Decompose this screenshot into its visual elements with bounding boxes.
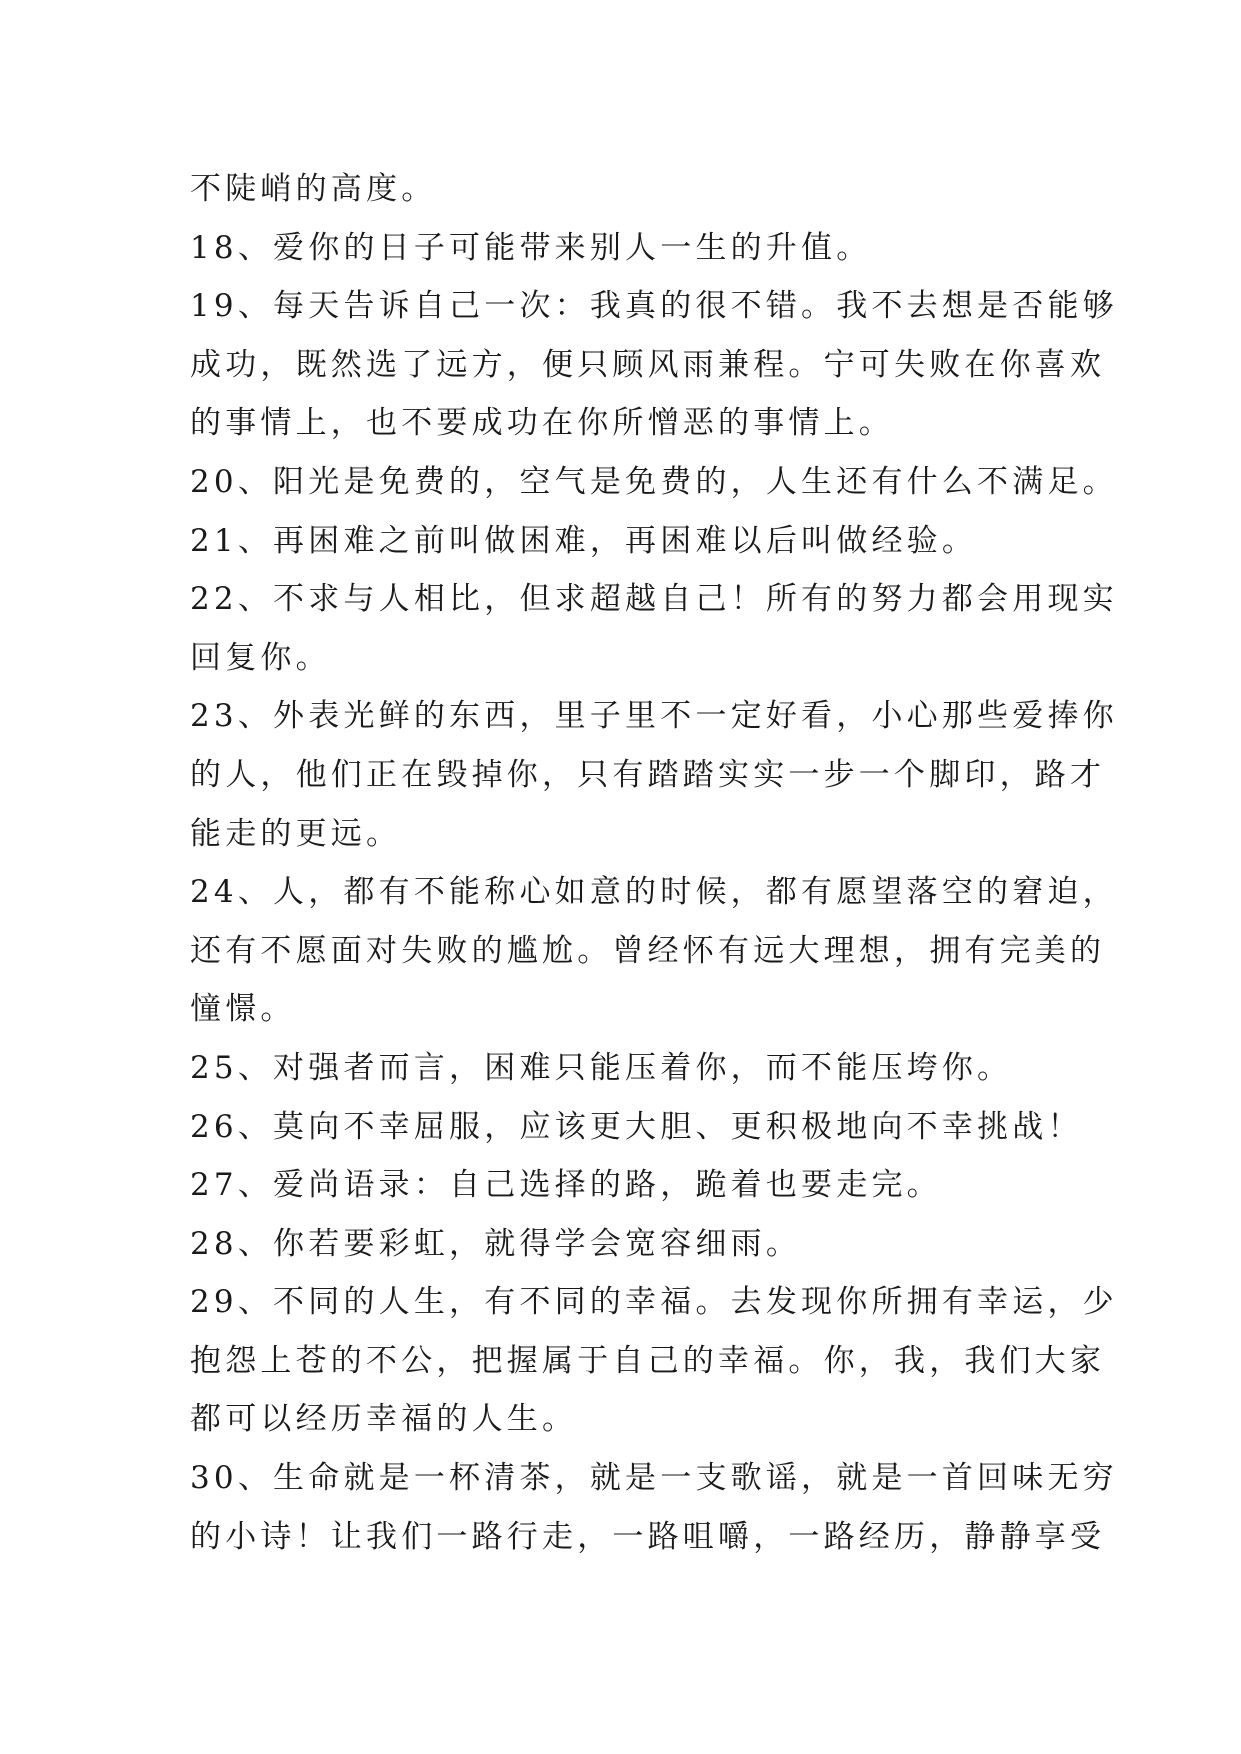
text-line: 的事情上，也不要成功在你所憎恶的事情上。 <box>190 405 894 442</box>
text-line: 28、你若要彩虹，就得学会宽容细雨。 <box>190 1225 802 1262</box>
text-line: 还有不愿面对失败的尴尬。曾经怀有远大理想，拥有完美的 <box>190 932 1106 969</box>
text-line: 23、外表光鲜的东西，里子里不一定好看，小心那些爱捧你 <box>190 698 1118 735</box>
text-line: 24、人，都有不能称心如意的时候，都有愿望落空的窘迫， <box>190 874 1118 911</box>
text-line: 能走的更远。 <box>190 815 402 852</box>
text-line: 成功，既然选了远方，便只顾风雨兼程。宁可失败在你喜欢 <box>190 346 1106 383</box>
text-line: 21、再困难之前叫做困难，再困难以后叫做经验。 <box>190 522 978 559</box>
text-line: 22、不求与人相比，但求超越自己！所有的努力都会用现实 <box>190 581 1118 618</box>
text-line: 憧憬。 <box>190 991 296 1028</box>
document-body <box>190 160 1118 1566</box>
text-line: 27、爱尚语录：自己选择的路，跪着也要走完。 <box>190 1167 942 1204</box>
text-line: 的小诗！让我们一路行走，一路咀嚼，一路经历，静静享受 <box>190 1518 1106 1555</box>
text-line: 25、对强者而言，困难只能压着你，而不能压垮你。 <box>190 1049 1013 1086</box>
text-line: 20、阳光是免费的，空气是免费的，人生还有什么不满足。 <box>190 463 1118 500</box>
text-line: 26、莫向不幸屈服，应该更大胆、更积极地向不幸挑战！ <box>190 1108 1083 1145</box>
text-line: 不陡峭的高度。 <box>190 171 437 207</box>
text-line: 29、不同的人生，有不同的幸福。去发现你所拥有幸运，少 <box>190 1284 1118 1321</box>
text-line: 回复你。 <box>190 639 331 676</box>
text-line: 抱怨上苍的不公，把握属于自己的幸福。你，我，我们大家 <box>190 1342 1106 1379</box>
text-line: 都可以经历幸福的人生。 <box>190 1401 578 1438</box>
text-line: 30、生命就是一杯清茶，就是一支歌谣，就是一首回味无穷 <box>190 1460 1118 1497</box>
text-line: 的人，他们正在毁掉你，只有踏踏实实一步一个脚印，路才 <box>190 756 1106 793</box>
text-line: 18、爱你的日子可能带来别人一生的升值。 <box>190 229 872 266</box>
text-line: 19、每天告诉自己一次：我真的很不错。我不去想是否能够 <box>190 288 1118 325</box>
